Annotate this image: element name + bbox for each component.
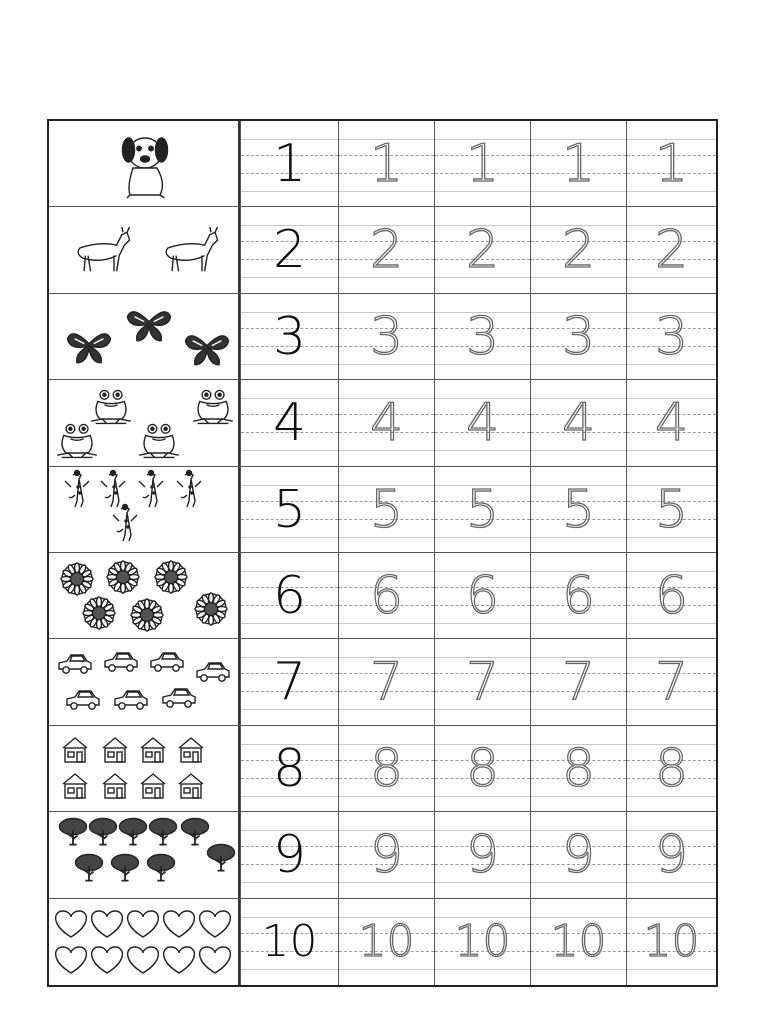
- model-digit-cell: [240, 553, 338, 638]
- picture-group: [49, 467, 240, 552]
- trace-digit-cell[interactable]: [626, 467, 716, 552]
- dotted-trace-digit: 2: [465, 220, 500, 281]
- heart-icon: [164, 911, 195, 937]
- car-icon: [151, 653, 183, 671]
- dotted-trace-digit: 5: [465, 479, 500, 540]
- giraffe-icon: [139, 470, 163, 507]
- dotted-trace-digit: 10: [358, 915, 415, 967]
- dotted-trace-digit: 5: [369, 479, 404, 540]
- trace-digit-cell[interactable]: [626, 639, 716, 724]
- dotted-trace-digit: 9: [654, 825, 689, 886]
- sunflower-icon: [107, 561, 139, 593]
- dotted-trace-digit: 1: [369, 134, 404, 194]
- sunflower-icon: [195, 593, 227, 625]
- trace-digit-cell[interactable]: [626, 553, 716, 638]
- trace-digit-cell[interactable]: [434, 553, 530, 638]
- trace-digit-cell[interactable]: [530, 639, 626, 724]
- dotted-trace-digit: 6: [561, 566, 596, 626]
- trace-digit-cell[interactable]: [338, 467, 434, 552]
- house-icon: [179, 774, 203, 798]
- dotted-trace-digit: 9: [465, 825, 500, 886]
- counting-picture-butterfly: [49, 294, 240, 379]
- giraffe-icon: [65, 470, 89, 507]
- model-digit: 9: [272, 825, 307, 886]
- trace-digit-cell[interactable]: [338, 553, 434, 638]
- trace-digit-cell[interactable]: [626, 121, 716, 206]
- tree-icon: [208, 845, 235, 871]
- model-digit: 3: [272, 306, 307, 367]
- trace-digit-cell[interactable]: [434, 207, 530, 292]
- car-icon: [67, 691, 99, 709]
- worksheet-row-1: [49, 121, 716, 207]
- worksheet-row-4: [49, 380, 716, 466]
- tree-icon: [90, 819, 117, 845]
- dotted-trace-digit: 1: [465, 134, 500, 194]
- trace-digit-cell[interactable]: [434, 726, 530, 811]
- trace-digit-cell[interactable]: [434, 294, 530, 379]
- dotted-trace-digit: 7: [561, 652, 596, 713]
- tree-icon: [120, 819, 147, 845]
- model-digit: 8: [272, 738, 307, 799]
- model-digit: 10: [261, 915, 318, 967]
- tree-icon: [182, 819, 209, 845]
- trace-digit-cell[interactable]: [338, 812, 434, 897]
- dotted-trace-digit: 10: [643, 915, 700, 967]
- dotted-trace-digit: 7: [465, 652, 500, 713]
- counting-picture-house: [49, 726, 240, 811]
- trace-digit-cell[interactable]: [434, 467, 530, 552]
- model-digit: 7: [272, 652, 307, 713]
- tree-icon: [150, 819, 177, 845]
- trace-digit-cell[interactable]: [530, 121, 626, 206]
- dotted-trace-digit: 8: [654, 738, 689, 799]
- dog-icon: [123, 138, 168, 198]
- dotted-trace-digit: 5: [654, 479, 689, 540]
- giraffe-icon: [177, 470, 201, 507]
- trace-digit-cell[interactable]: [338, 726, 434, 811]
- counting-picture-giraffe: [49, 467, 240, 552]
- model-digit-cell: [240, 380, 338, 465]
- counting-picture-car: [49, 639, 240, 724]
- frog-icon: [193, 391, 233, 424]
- trace-digit-cell[interactable]: [434, 812, 530, 897]
- dotted-trace-digit: 10: [550, 915, 607, 967]
- dotted-trace-digit: 4: [465, 393, 500, 454]
- picture-group: [49, 899, 240, 985]
- tree-icon: [112, 855, 139, 881]
- tree-icon: [76, 855, 103, 881]
- dotted-trace-digit: 5: [561, 479, 596, 540]
- trace-digit-cell[interactable]: [338, 121, 434, 206]
- heart-icon: [128, 911, 159, 937]
- tree-icon: [148, 855, 175, 881]
- model-digit-cell: [240, 207, 338, 292]
- number-tracing-worksheet: [47, 119, 718, 987]
- model-digit-cell: [240, 726, 338, 811]
- sunflower-icon: [131, 599, 163, 631]
- model-digit-cell: [240, 899, 338, 985]
- goat-icon: [78, 227, 129, 271]
- dotted-trace-digit: 8: [561, 738, 596, 799]
- trace-digit-cell[interactable]: [626, 294, 716, 379]
- dotted-trace-digit: 4: [369, 393, 404, 454]
- frog-icon: [139, 425, 179, 458]
- frog-icon: [91, 391, 131, 424]
- worksheet-row-6: [49, 553, 716, 639]
- giraffe-icon: [101, 470, 125, 507]
- model-digit-cell: [240, 294, 338, 379]
- dotted-trace-digit: 1: [654, 134, 689, 194]
- heart-icon: [56, 947, 87, 973]
- dotted-trace-digit: 8: [369, 738, 404, 799]
- heart-icon: [92, 911, 123, 937]
- goat-icon: [166, 227, 217, 271]
- car-icon: [59, 655, 91, 673]
- car-icon: [163, 689, 195, 707]
- model-digit: 1: [272, 134, 307, 194]
- trace-digit-cell[interactable]: [434, 639, 530, 724]
- trace-digit-cell[interactable]: [530, 380, 626, 465]
- butterfly-icon: [185, 336, 228, 365]
- house-icon: [63, 774, 87, 798]
- trace-digit-cell[interactable]: [338, 294, 434, 379]
- butterfly-icon: [67, 334, 110, 363]
- trace-digit-cell[interactable]: [626, 899, 716, 985]
- picture-group: [49, 380, 240, 465]
- dotted-trace-digit: 9: [369, 825, 404, 886]
- worksheet-row-8: [49, 726, 716, 812]
- counting-picture-sunflower: [49, 553, 240, 638]
- dotted-trace-digit: 2: [654, 220, 689, 281]
- trace-digit-cell[interactable]: [338, 899, 434, 985]
- model-digit: 4: [272, 393, 307, 454]
- trace-digit-cell[interactable]: [626, 380, 716, 465]
- heart-icon: [92, 947, 123, 973]
- sunflower-icon: [61, 563, 93, 595]
- car-icon: [197, 663, 229, 681]
- dotted-trace-digit: 6: [369, 566, 404, 626]
- model-digit: 6: [272, 566, 307, 626]
- trace-digit-cell[interactable]: [626, 207, 716, 292]
- trace-digit-cell[interactable]: [338, 380, 434, 465]
- dotted-trace-digit: 6: [654, 566, 689, 626]
- trace-digit-cell[interactable]: [434, 380, 530, 465]
- worksheet-row-7: [49, 639, 716, 725]
- frog-icon: [57, 425, 97, 458]
- trace-digit-cell[interactable]: [530, 294, 626, 379]
- picture-group: [49, 553, 240, 638]
- picture-group: [49, 121, 240, 206]
- picture-group: [49, 207, 240, 292]
- heart-icon: [128, 947, 159, 973]
- counting-picture-heart: [49, 899, 240, 985]
- picture-group: [49, 294, 240, 379]
- dotted-trace-digit: 4: [654, 393, 689, 454]
- tree-icon: [60, 819, 87, 845]
- trace-digit-cell[interactable]: [434, 899, 530, 985]
- model-digit-cell: [240, 121, 338, 206]
- dotted-trace-digit: 9: [561, 825, 596, 886]
- picture-group: [49, 639, 240, 724]
- car-icon: [105, 653, 137, 671]
- house-icon: [63, 738, 87, 762]
- sunflower-icon: [155, 561, 187, 593]
- dotted-trace-digit: 8: [465, 738, 500, 799]
- heart-icon: [164, 947, 195, 973]
- model-digit-cell: [240, 467, 338, 552]
- worksheet-row-3: [49, 294, 716, 380]
- trace-digit-cell[interactable]: [530, 812, 626, 897]
- dotted-trace-digit: 7: [654, 652, 689, 713]
- picture-group: [49, 726, 240, 811]
- dotted-trace-digit: 3: [369, 306, 404, 367]
- trace-digit-cell[interactable]: [626, 812, 716, 897]
- counting-picture-tree: [49, 812, 240, 897]
- worksheet-row-10: [49, 899, 716, 985]
- house-icon: [179, 738, 203, 762]
- counting-picture-frog: [49, 380, 240, 465]
- trace-digit-cell[interactable]: [338, 639, 434, 724]
- model-digit-cell: [240, 639, 338, 724]
- trace-digit-cell[interactable]: [338, 207, 434, 292]
- trace-digit-cell[interactable]: [530, 553, 626, 638]
- model-digit: 2: [272, 220, 307, 281]
- trace-digit-cell[interactable]: [530, 899, 626, 985]
- trace-digit-cell[interactable]: [626, 726, 716, 811]
- dotted-trace-digit: 1: [561, 134, 596, 194]
- car-icon: [115, 691, 147, 709]
- model-digit: 5: [272, 479, 307, 540]
- giraffe-icon: [113, 504, 137, 541]
- trace-digit-cell[interactable]: [530, 467, 626, 552]
- counting-picture-dog: [49, 121, 240, 206]
- trace-digit-cell[interactable]: [434, 121, 530, 206]
- trace-digit-cell[interactable]: [530, 726, 626, 811]
- dotted-trace-digit: 7: [369, 652, 404, 713]
- butterfly-icon: [127, 312, 170, 341]
- heart-icon: [200, 947, 231, 973]
- house-icon: [141, 774, 165, 798]
- dotted-trace-digit: 2: [369, 220, 404, 281]
- dotted-trace-digit: 10: [454, 915, 511, 967]
- dotted-trace-digit: 3: [465, 306, 500, 367]
- heart-icon: [200, 911, 231, 937]
- dotted-trace-digit: 3: [654, 306, 689, 367]
- picture-group: [49, 812, 240, 897]
- sunflower-icon: [83, 597, 115, 629]
- trace-digit-cell[interactable]: [530, 207, 626, 292]
- worksheet-row-5: [49, 467, 716, 553]
- dotted-trace-digit: 2: [561, 220, 596, 281]
- dotted-trace-digit: 6: [465, 566, 500, 626]
- house-icon: [103, 738, 127, 762]
- heart-icon: [56, 911, 87, 937]
- worksheet-row-9: [49, 812, 716, 898]
- model-digit-cell: [240, 812, 338, 897]
- dotted-trace-digit: 3: [561, 306, 596, 367]
- counting-picture-goat: [49, 207, 240, 292]
- house-icon: [103, 774, 127, 798]
- dotted-trace-digit: 4: [561, 393, 596, 454]
- worksheet-row-2: [49, 207, 716, 293]
- house-icon: [141, 738, 165, 762]
